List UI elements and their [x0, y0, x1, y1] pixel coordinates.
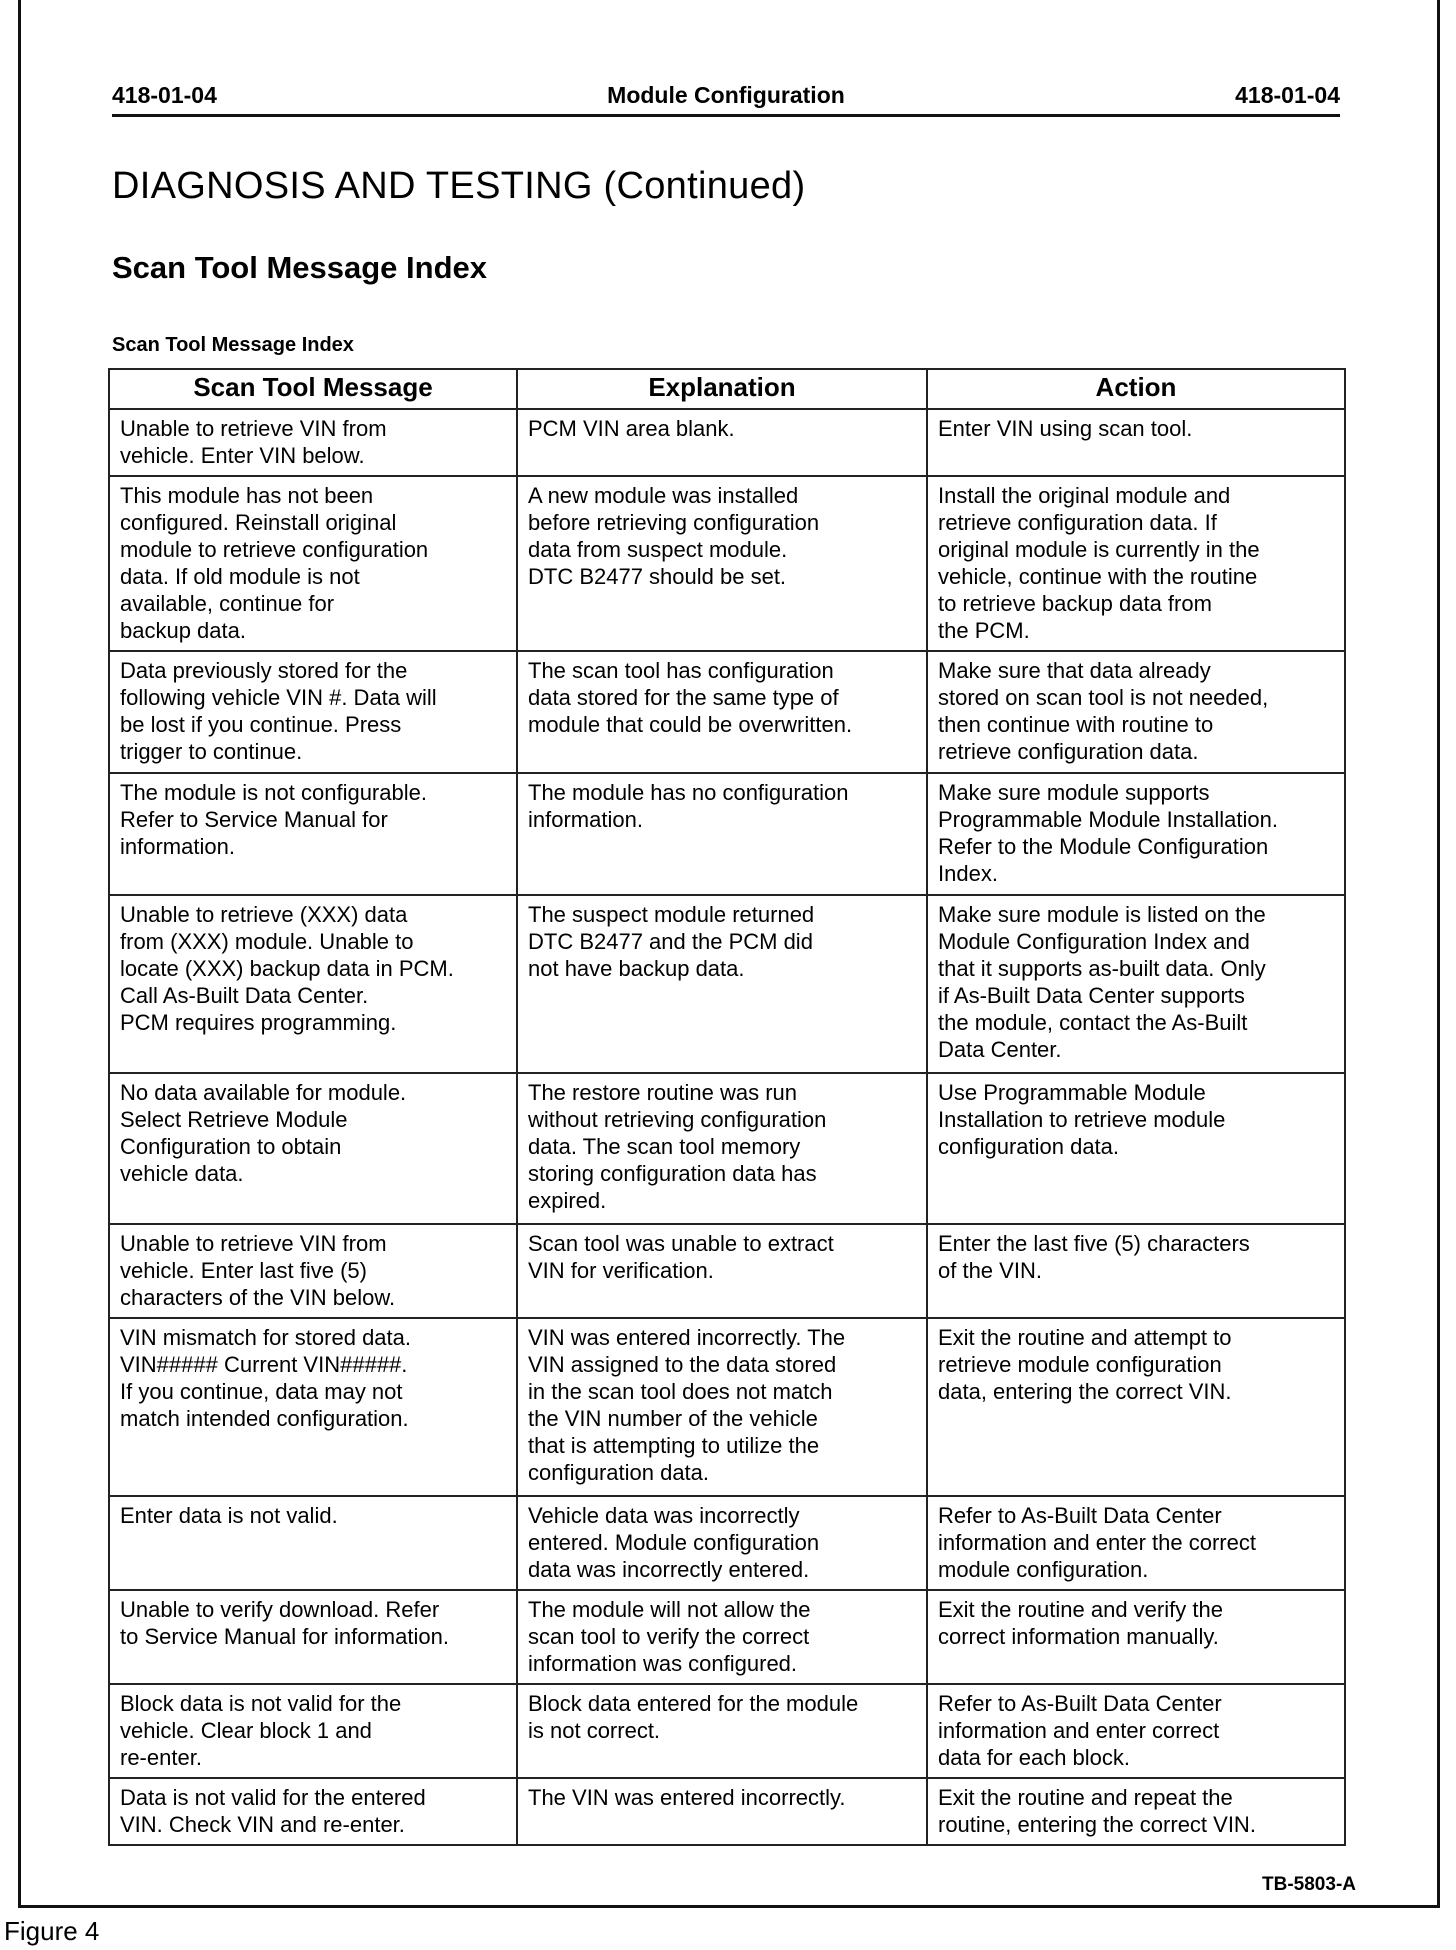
column-header-action: Action — [927, 369, 1345, 409]
table-row — [109, 1684, 1345, 1778]
cell-action: Use Programmable Module Installation to retrieve module configuration data. — [927, 1073, 1345, 1224]
table-row — [109, 1224, 1345, 1318]
cell-message: VIN mismatch for stored data. VIN##### Current VIN#####. If you continue, data may not match intended configuration. — [109, 1318, 517, 1496]
cell-explanation: The module has no configuration information. — [517, 773, 927, 895]
cell-message: Unable to retrieve VIN from vehicle. Enter last five (5) characters of the VIN below. — [109, 1224, 517, 1318]
cell-action: Exit the routine and repeat the routine, entering the correct VIN. — [927, 1778, 1345, 1845]
cell-action: Exit the routine and attempt to retrieve module configuration data, entering the correct VIN. — [927, 1318, 1345, 1496]
cell-message: Unable to retrieve VIN from vehicle. Enter VIN below. — [109, 409, 517, 476]
cell-explanation: The suspect module returned DTC B2477 and the PCM did not have backup data. — [517, 895, 927, 1073]
table-row — [109, 1590, 1345, 1684]
section-title: DIAGNOSIS AND TESTING (Continued) — [112, 165, 806, 207]
cell-action: Enter the last five (5) characters of the VIN. — [927, 1224, 1345, 1318]
cell-message: Unable to verify download. Refer to Service Manual for information. — [109, 1590, 517, 1684]
cell-action: Make sure that data already stored on scan tool is not needed, then continue with routine to retrieve configuration data. — [927, 651, 1345, 773]
figure-code: TB-5803-A — [1262, 1874, 1356, 1895]
cell-explanation: The scan tool has configuration data stored for the same type of module that could be overwritten. — [517, 651, 927, 773]
cell-message: Data is not valid for the entered VIN. Check VIN and re-enter. — [109, 1778, 517, 1845]
cell-explanation: PCM VIN area blank. — [517, 409, 927, 476]
cell-message: Unable to retrieve (XXX) data from (XXX) module. Unable to locate (XXX) backup data in PCM. Call As-Built Data Center. PCM requires programming. — [109, 895, 517, 1073]
subsection-title: Scan Tool Message Index — [112, 250, 487, 285]
cell-action: Refer to As-Built Data Center information and enter the correct module configuration. — [927, 1496, 1345, 1590]
cell-message: Data previously stored for the following vehicle VIN #. Data will be lost if you continue. Press trigger to continue. — [109, 651, 517, 773]
cell-action: Enter VIN using scan tool. — [927, 409, 1345, 476]
header-title: Module Configuration — [607, 82, 845, 108]
table-row — [109, 773, 1345, 895]
cell-action: Exit the routine and verify the correct information manually. — [927, 1590, 1345, 1684]
cell-explanation: Vehicle data was incorrectly entered. Module configuration data was incorrectly entered. — [517, 1496, 927, 1590]
cell-explanation: A new module was installed before retrieving configuration data from suspect module. DTC B2477 should be set. — [517, 476, 927, 651]
cell-action: Make sure module supports Programmable Module Installation. Refer to the Module Configuration Index. — [927, 773, 1345, 895]
table-header-row — [109, 369, 1345, 409]
cell-message: The module is not configurable. Refer to Service Manual for information. — [109, 773, 517, 895]
table-row — [109, 1778, 1345, 1845]
header-section-number-right: 418-01-04 — [1235, 82, 1340, 108]
column-header-message: Scan Tool Message — [109, 369, 517, 409]
figure-label: Figure 4 — [4, 1916, 100, 1946]
cell-explanation: Scan tool was unable to extract VIN for verification. — [517, 1224, 927, 1318]
cell-action: Refer to As-Built Data Center information and enter correct data for each block. — [927, 1684, 1345, 1778]
table-row — [109, 409, 1345, 476]
cell-explanation: The VIN was entered incorrectly. — [517, 1778, 927, 1845]
table-row — [109, 1318, 1345, 1496]
header-section-number-left: 418-01-04 — [112, 82, 217, 108]
cell-message: No data available for module. Select Retrieve Module Configuration to obtain vehicle data. — [109, 1073, 517, 1224]
cell-explanation: VIN was entered incorrectly. The VIN assigned to the data stored in the scan tool does not match the VIN number of the vehicle that is attempting to utilize the configuration data. — [517, 1318, 927, 1496]
table-caption: Scan Tool Message Index — [112, 334, 354, 356]
table-row — [109, 651, 1345, 773]
cell-action: Make sure module is listed on the Module Configuration Index and that it supports as-built data. Only if As-Built Data Center supports the module, contact the As-Built Data Center. — [927, 895, 1345, 1073]
cell-message: Enter data is not valid. — [109, 1496, 517, 1590]
table-row — [109, 1073, 1345, 1224]
table-row — [109, 1496, 1345, 1590]
cell-action: Install the original module and retrieve configuration data. If original module is currently in the vehicle, continue with the routine to retrieve backup data from the PCM. — [927, 476, 1345, 651]
cell-message: Block data is not valid for the vehicle. Clear block 1 and re-enter. — [109, 1684, 517, 1778]
page-header — [112, 80, 1340, 117]
cell-explanation: The module will not allow the scan tool to verify the correct information was configured. — [517, 1590, 927, 1684]
table-row — [109, 476, 1345, 651]
column-header-explanation: Explanation — [517, 369, 927, 409]
cell-explanation: The restore routine was run without retrieving configuration data. The scan tool memory storing configuration data has expired. — [517, 1073, 927, 1224]
table-row — [109, 895, 1345, 1073]
cell-message: This module has not been configured. Reinstall original module to retrieve configuration data. If old module is not available, continue for backup data. — [109, 476, 517, 651]
cell-explanation: Block data entered for the module is not correct. — [517, 1684, 927, 1778]
scan-tool-message-table — [108, 368, 1346, 1846]
